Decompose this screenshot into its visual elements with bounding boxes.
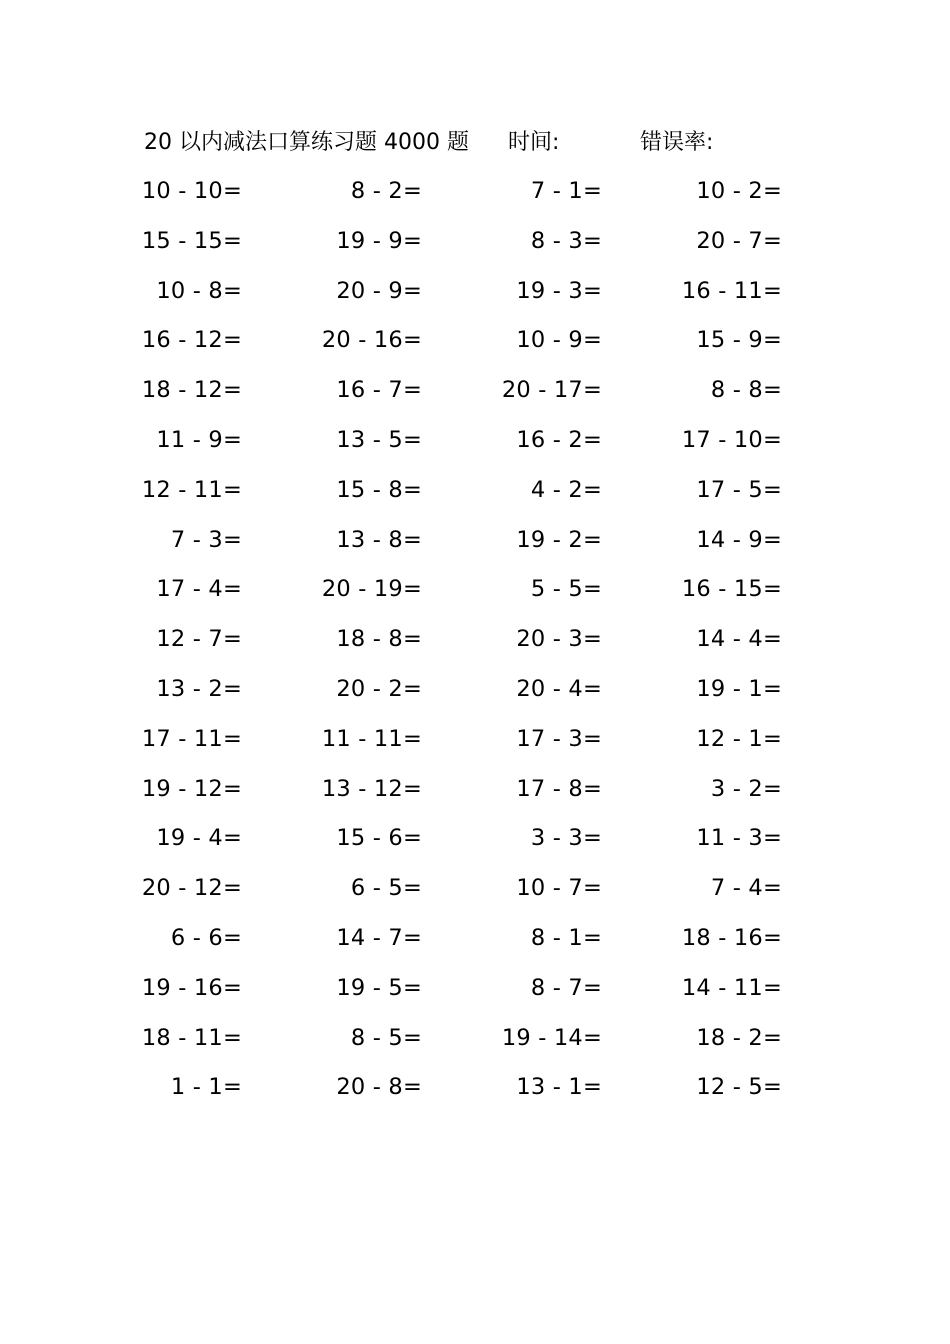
problem-item: 4 - 2= [530, 476, 602, 503]
problem-item: 8 - 3= [530, 227, 602, 254]
problem-item: 20 - 3= [516, 626, 602, 653]
problem-item: 7 - 3= [170, 526, 242, 553]
problem-item: 17 - 10= [681, 426, 782, 453]
problem-row [0, 969, 950, 1019]
problem-item: 20 - 4= [516, 675, 602, 702]
problem-item: 19 - 3= [516, 277, 602, 304]
problem-item: 8 - 2= [350, 178, 422, 204]
problem-item: 11 - 3= [696, 825, 782, 852]
problem-row [0, 819, 950, 869]
problem-item: 19 - 12= [141, 775, 242, 802]
problem-item: 19 - 9= [336, 227, 422, 254]
problem-row [0, 770, 950, 820]
problem-item: 15 - 8= [336, 476, 422, 503]
problem-item: 17 - 8= [516, 775, 602, 802]
problem-row [0, 321, 950, 371]
problem-item: 16 - 2= [516, 426, 602, 453]
error-rate-label: 错误率: [640, 130, 714, 155]
problem-row [0, 1068, 950, 1118]
problem-item: 8 - 5= [350, 1024, 422, 1051]
problem-item: 12 - 1= [696, 725, 782, 752]
problem-item: 20 - 12= [141, 875, 242, 902]
problem-item: 14 - 11= [681, 974, 782, 1001]
problem-item: 11 - 11= [321, 725, 422, 752]
problem-item: 7 - 1= [530, 178, 602, 204]
problem-item: 10 - 7= [516, 875, 602, 902]
problem-item: 19 - 1= [696, 675, 782, 702]
problem-item: 13 - 2= [156, 675, 242, 702]
problem-item: 1 - 1= [170, 1074, 242, 1101]
problem-item: 13 - 5= [336, 426, 422, 453]
problem-item: 19 - 4= [156, 825, 242, 852]
problem-item: 19 - 2= [516, 526, 602, 553]
problem-item: 20 - 2= [336, 675, 422, 702]
problem-item: 16 - 11= [681, 277, 782, 304]
problem-item: 13 - 1= [516, 1074, 602, 1101]
problem-row [0, 670, 950, 720]
problem-item: 17 - 5= [696, 476, 782, 503]
problem-item: 3 - 3= [530, 825, 602, 852]
worksheet-header [0, 124, 950, 162]
problem-item: 18 - 2= [696, 1024, 782, 1051]
problem-item: 5 - 5= [530, 576, 602, 603]
problem-item: 20 - 17= [501, 377, 602, 404]
problem-item: 13 - 8= [336, 526, 422, 553]
problem-item: 8 - 7= [530, 974, 602, 1001]
problem-row [0, 919, 950, 969]
problem-row [0, 1019, 950, 1069]
problem-row [0, 570, 950, 620]
problem-item: 15 - 6= [336, 825, 422, 852]
problem-item: 20 - 7= [696, 227, 782, 254]
problem-grid [0, 172, 950, 1118]
problem-row [0, 222, 950, 272]
problem-item: 17 - 4= [156, 576, 242, 603]
problem-item: 13 - 12= [321, 775, 422, 802]
problem-row [0, 371, 950, 421]
problem-item: 20 - 9= [336, 277, 422, 304]
problem-item: 12 - 5= [696, 1074, 782, 1101]
problem-item: 16 - 12= [141, 327, 242, 354]
problem-item: 15 - 15= [141, 227, 242, 254]
problem-row [0, 272, 950, 322]
problem-item: 7 - 4= [710, 875, 782, 902]
problem-item: 15 - 9= [696, 327, 782, 354]
problem-item: 12 - 11= [141, 476, 242, 503]
problem-item: 19 - 5= [336, 974, 422, 1001]
problem-item: 20 - 19= [321, 576, 422, 603]
problem-item: 10 - 2= [696, 178, 782, 204]
problem-item: 14 - 9= [696, 526, 782, 553]
problem-item: 20 - 8= [336, 1074, 422, 1101]
problem-item: 16 - 7= [336, 377, 422, 404]
problem-item: 11 - 9= [156, 426, 242, 453]
time-label: 时间: [508, 130, 560, 155]
problem-item: 19 - 14= [501, 1024, 602, 1051]
problem-item: 16 - 15= [681, 576, 782, 603]
problem-item: 12 - 7= [156, 626, 242, 653]
problem-item: 10 - 8= [156, 277, 242, 304]
problem-row [0, 720, 950, 770]
problem-item: 10 - 10= [141, 178, 242, 204]
problem-item: 19 - 16= [141, 974, 242, 1001]
worksheet-title: 20 以内减法口算练习题 4000 题 [144, 130, 469, 155]
problem-row [0, 620, 950, 670]
problem-item: 14 - 4= [696, 626, 782, 653]
problem-item: 18 - 16= [681, 924, 782, 951]
problem-row [0, 172, 950, 222]
problem-item: 18 - 11= [141, 1024, 242, 1051]
problem-item: 17 - 3= [516, 725, 602, 752]
problem-row [0, 471, 950, 521]
problem-row [0, 869, 950, 919]
problem-item: 14 - 7= [336, 924, 422, 951]
problem-item: 8 - 1= [530, 924, 602, 951]
problem-item: 3 - 2= [710, 775, 782, 802]
problem-item: 17 - 11= [141, 725, 242, 752]
problem-item: 6 - 6= [170, 924, 242, 951]
problem-item: 6 - 5= [350, 875, 422, 902]
problem-item: 10 - 9= [516, 327, 602, 354]
problem-item: 20 - 16= [321, 327, 422, 354]
problem-row [0, 521, 950, 571]
problem-row [0, 421, 950, 471]
problem-item: 18 - 12= [141, 377, 242, 404]
problem-item: 8 - 8= [710, 377, 782, 404]
problem-item: 18 - 8= [336, 626, 422, 653]
